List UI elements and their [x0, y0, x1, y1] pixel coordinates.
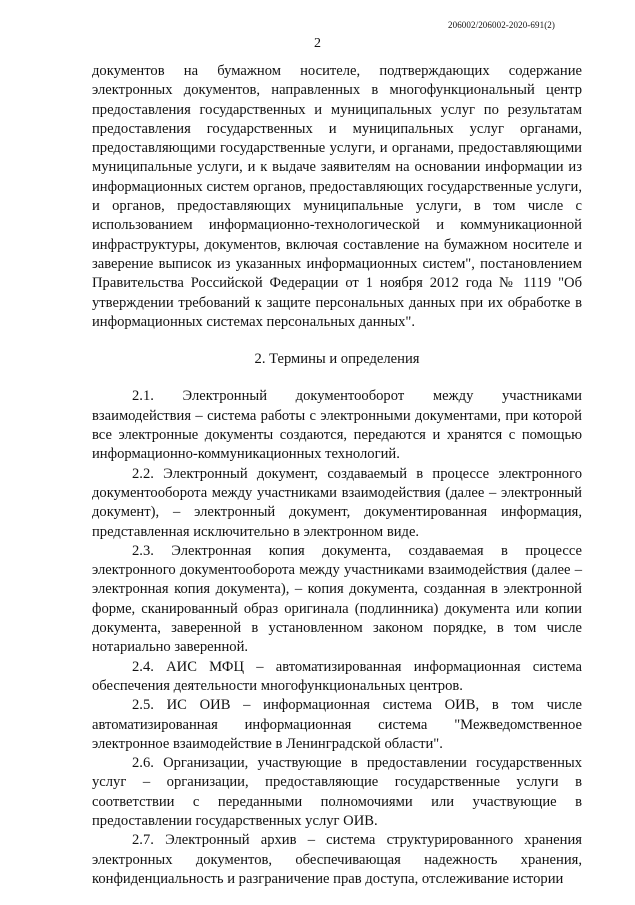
- definition-2-5: 2.5. ИС ОИВ – информационная система ОИВ, в том числе автоматизированная информационная система "Межведомственное электронное взаимодействие в Ленинградской области".: [92, 697, 582, 752]
- definition-2-4: 2.4. АИС МФЦ – автоматизированная информационная система обеспечения деятельности многофункциональных центров.: [92, 658, 582, 694]
- definition-2-1: 2.1. Электронный документооборот между участниками взаимодействия – система работы с электронными документами, при которой все электронные документы создаются, передаются и хранятся с помощью информационно-коммуникационных технологий.: [92, 388, 582, 463]
- document-id: 206002/206002-2020-691(2): [448, 20, 555, 30]
- definition-2-6: 2.6. Организации, участвующие в предоставлении государственных услуг – организации, предоставляющие государственные услуги в соответствии с переданными полномочиями или участвующие в предоставлении государственных услуг ОИВ.: [92, 755, 582, 829]
- definition-2-3: 2.3. Электронная копия документа, создаваемая в процессе электронного документооборота между участниками взаимодействия (далее – электронная копия документа), – копия документа, созданная в электронной форме, сканированный образ оригинала (подлинника) документа или копии документа, заверенной в установленном законом порядке, в том числе нотариально заверенной.: [92, 542, 582, 656]
- definition-2-2: 2.2. Электронный документ, создаваемый в процессе электронного документооборота между участниками взаимодействия (далее – электронный документ), – электронный документ, документированная информация, представленная исключительно в электронном виде.: [92, 465, 582, 540]
- page-number: 2: [314, 36, 321, 51]
- section-heading: 2. Термины и определения: [254, 351, 420, 368]
- intro-paragraph: документов на бумажном носителе, подтверждающих содержание электронных документов, направленных в многофункциональный центр предоставления государственных и муниципальных услуг по результатам предоставления государственных и муниципальных услуг органами, предоставляющими государственные услуги, и органами, предоставляющими муниципальные услуги, и к выдаче заявителям на основании информации из информационных систем органов, предоставляющих государственные услуги, и органов, предоставляющих муниципальные услуги, в том числе с использованием информационно-технологической и коммуникационной инфраструктуры, документов, включая составление на бумажном носителе и заверение выписок из указанных информационных систем", постановлением Правительства Российской Федерации от 1 ноября 2012 года № 1119 "Об утверждении требований к защите персональных данных при их обработке в информационных системах персональных данных".: [92, 63, 582, 330]
- definition-2-7: 2.7. Электронный архив – система структурированного хранения электронных документов, обеспечивающая надежность хранения, конфиденциальность и разграничение прав доступа, отслеживание истории: [92, 832, 582, 887]
- page-body: [92, 62, 582, 889]
